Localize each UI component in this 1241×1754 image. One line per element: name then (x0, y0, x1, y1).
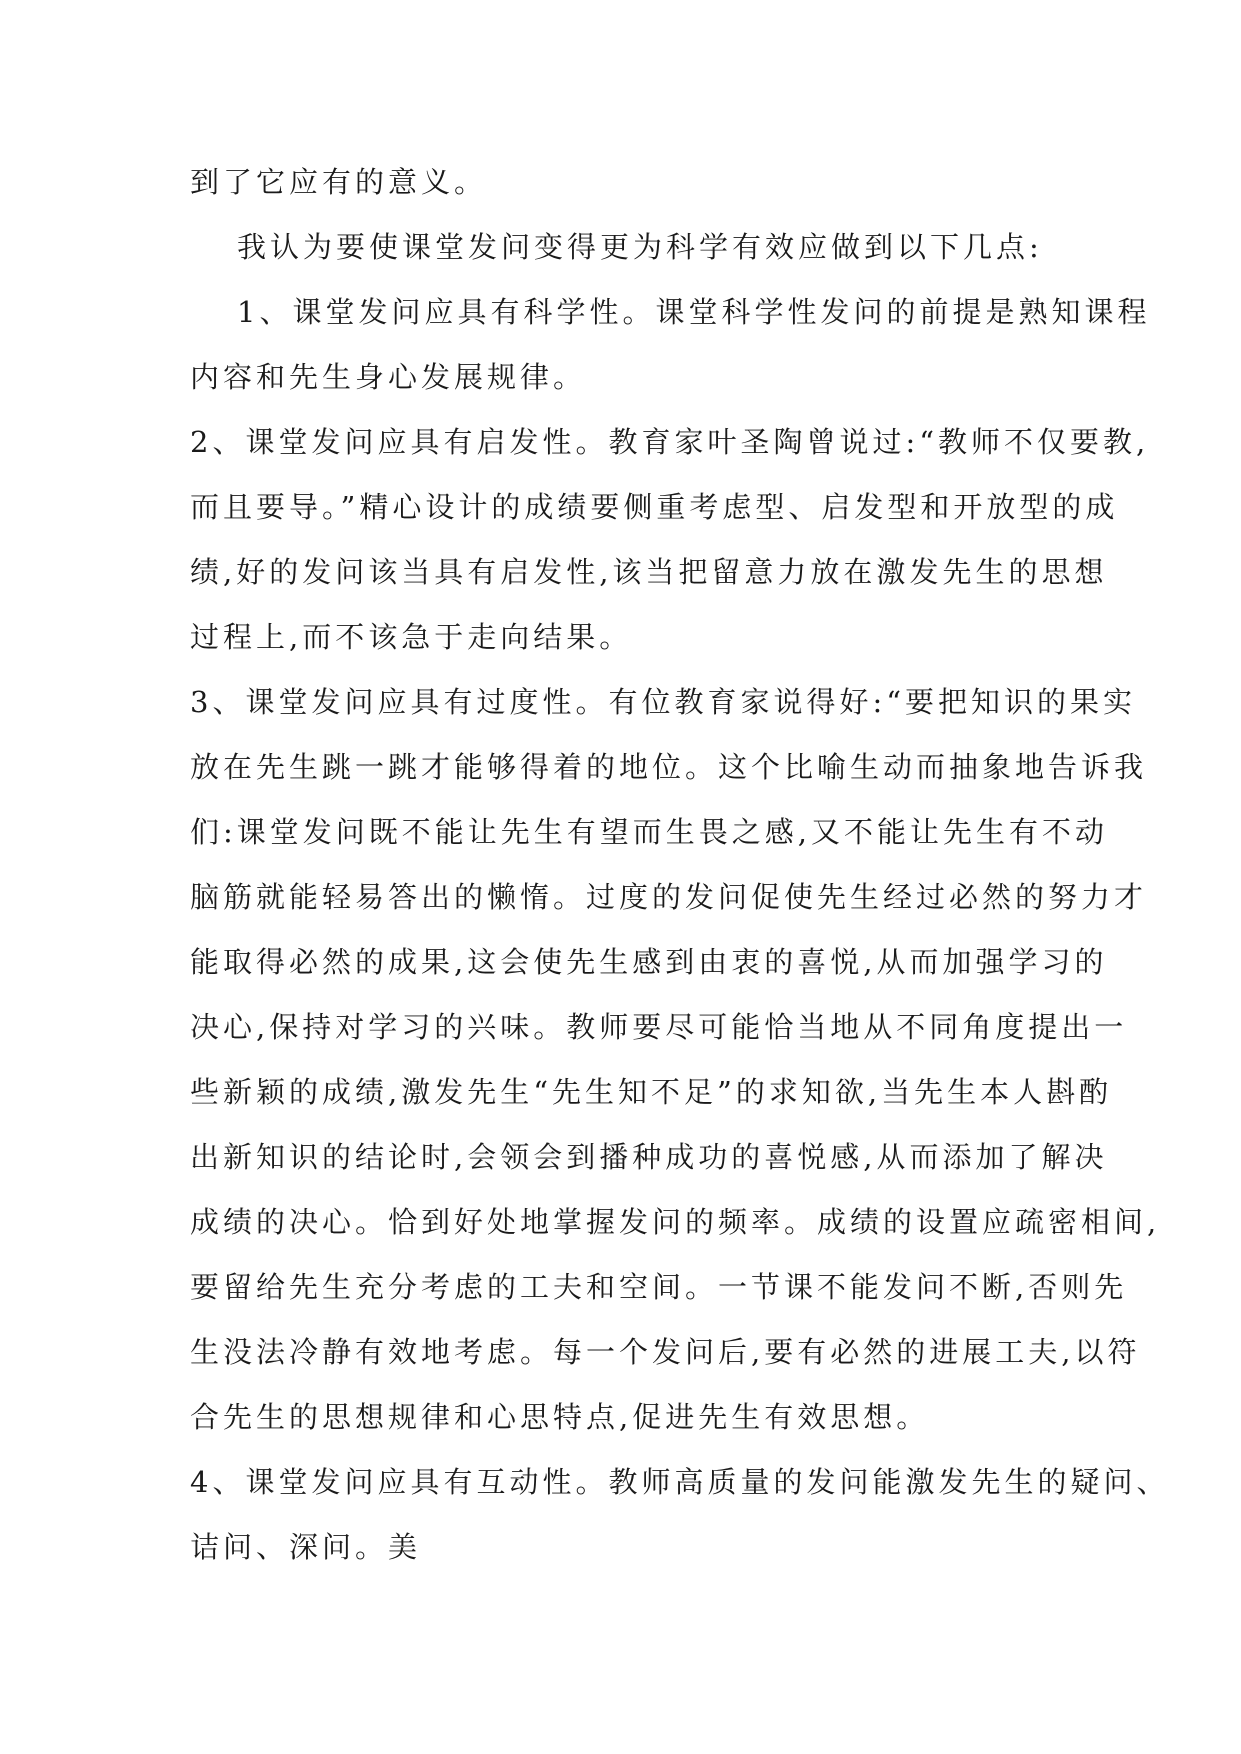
text-line: 要留给先生充分考虑的工夫和空间。一节课不能发问不断,否则先 (190, 1270, 1128, 1304)
text-line: 到了它应有的意义。 (190, 165, 488, 199)
text-line: 能取得必然的成果,这会使先生感到由衷的喜悦,从而加强学习的 (190, 945, 1108, 979)
text-line: 内容和先生身心发展规律。 (190, 360, 587, 394)
text-line: 合先生的思想规律和心思特点,促进先生有效思想。 (190, 1400, 930, 1434)
text-line: 成绩的决心。恰到好处地掌握发问的频率。成绩的设置应疏密相间, (190, 1205, 1161, 1239)
text-line: 绩,好的发问该当具有启发性,该当把留意力放在激发先生的思想 (190, 555, 1108, 589)
text-line: 们:课堂发问既不能让先生有望而生畏之感,又不能让先生有不动 (190, 815, 1108, 849)
text-line: 1、课堂发问应具有科学性。课堂科学性发问的前提是熟知课程 (237, 295, 1151, 329)
text-line: 而且要导。”精心设计的成绩要侧重考虑型、启发型和开放型的成 (190, 490, 1119, 524)
text-line: 脑筋就能轻易答出的懒惰。过度的发问促使先生经过必然的努力才 (190, 880, 1148, 914)
text-line: 过程上,而不该急于走向结果。 (190, 620, 633, 654)
text-line: 2、课堂发问应具有启发性。教育家叶圣陶曾说过:“教师不仅要教, (190, 425, 1150, 459)
text-line: 3、课堂发问应具有过度性。有位教育家说得好:“要把知识的果实 (190, 685, 1137, 719)
text-line: 诘问、深问。美 (190, 1530, 422, 1564)
text-line: 决心,保持对学习的兴味。教师要尽可能恰当地从不同角度提出一 (190, 1010, 1128, 1044)
text-line: 些新颖的成绩,激发先生“先生知不足”的求知欲,当先生本人斟酌 (190, 1075, 1113, 1109)
text-line: 放在先生跳一跳才能够得着的地位。这个比喻生动而抽象地告诉我 (190, 750, 1148, 784)
text-line: 4、课堂发问应具有互动性。教师高质量的发问能激发先生的疑问、 (190, 1465, 1170, 1499)
text-line: 出新知识的结论时,会领会到播种成功的喜悦感,从而添加了解决 (190, 1140, 1108, 1174)
text-line: 生没法冷静有效地考虑。每一个发问后,要有必然的进展工夫,以符 (190, 1335, 1141, 1369)
text-line: 我认为要使课堂发问变得更为科学有效应做到以下几点: (237, 230, 1043, 264)
